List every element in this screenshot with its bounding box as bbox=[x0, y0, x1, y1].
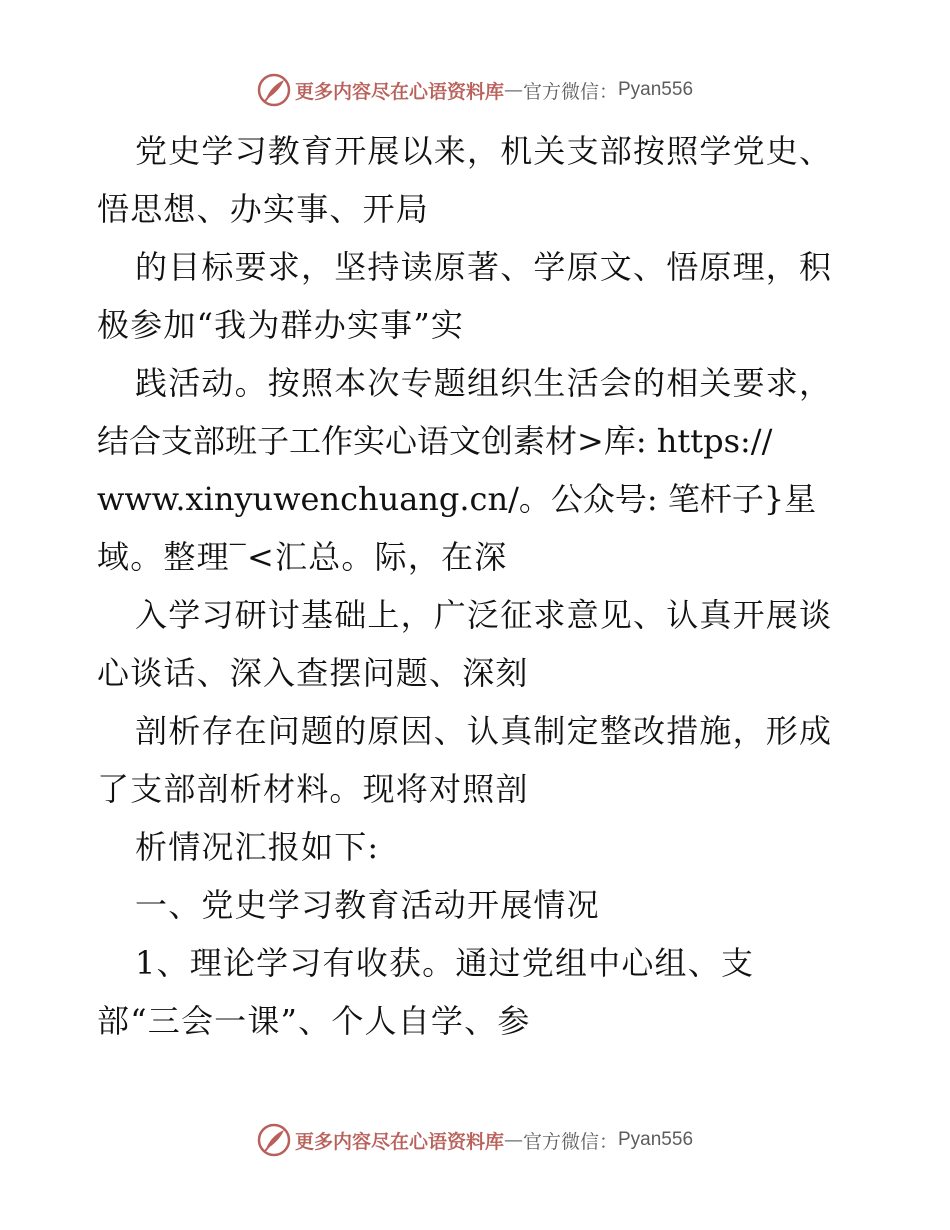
body-line: 域。整理‾<汇总。际，在深 bbox=[97, 538, 508, 576]
watermark-separator: — bbox=[503, 1129, 523, 1151]
header-watermark bbox=[0, 70, 950, 110]
watermark-wechat-id: Pyan556 bbox=[618, 1129, 694, 1150]
body-line: 结合支部班子工作实心语文创素材>库: https:// bbox=[97, 422, 773, 460]
watermark-site-text: 更多内容尽在心语资料库 bbox=[294, 80, 504, 103]
body-line: 党史学习教育开展以来，机关支部按照学党史、 bbox=[135, 132, 833, 170]
body-line: 剖析存在问题的原因、认真制定整改措施，形成 bbox=[135, 712, 833, 750]
document-body bbox=[97, 122, 867, 1050]
footer-watermark bbox=[0, 1120, 950, 1160]
watermark-separator: — bbox=[503, 79, 523, 101]
body-line: 极参加“我为群办实事”实 bbox=[97, 306, 465, 344]
quill-pen-logo-icon bbox=[257, 1123, 291, 1157]
quill-pen-logo-icon bbox=[257, 73, 291, 107]
watermark-wechat-id: Pyan556 bbox=[618, 79, 694, 100]
watermark-wechat-label: 官方微信： bbox=[522, 1130, 618, 1153]
body-line: 析情况汇报如下: bbox=[135, 828, 380, 866]
watermark-wechat-label: 官方微信： bbox=[522, 80, 618, 103]
body-line: 1、理论学习有收获。通过党组中心组、支 bbox=[135, 944, 755, 982]
body-line: 部“三会一课”、个人自学、参 bbox=[97, 1002, 531, 1040]
body-line: 的目标要求，坚持读原著、学原文、悟原理，积 bbox=[135, 248, 833, 286]
body-line: 践活动。按照本次专题组织生活会的相关要求， bbox=[135, 364, 833, 402]
watermark-site-text: 更多内容尽在心语资料库 bbox=[294, 1130, 504, 1153]
body-line: 心谈话、深入查摆问题、深刻 bbox=[97, 654, 529, 692]
body-line: 入学习研讨基础上，广泛征求意见、认真开展谈 bbox=[135, 596, 833, 634]
body-line: www.xinyuwenchuang.cn/。公众号: 笔杆子}星 bbox=[97, 480, 817, 518]
section-heading: 一、党史学习教育活动开展情况 bbox=[135, 886, 600, 924]
body-line: 了支部剖析材料。现将对照剖 bbox=[97, 770, 529, 808]
body-line: 悟思想、办实事、开局 bbox=[97, 190, 430, 228]
